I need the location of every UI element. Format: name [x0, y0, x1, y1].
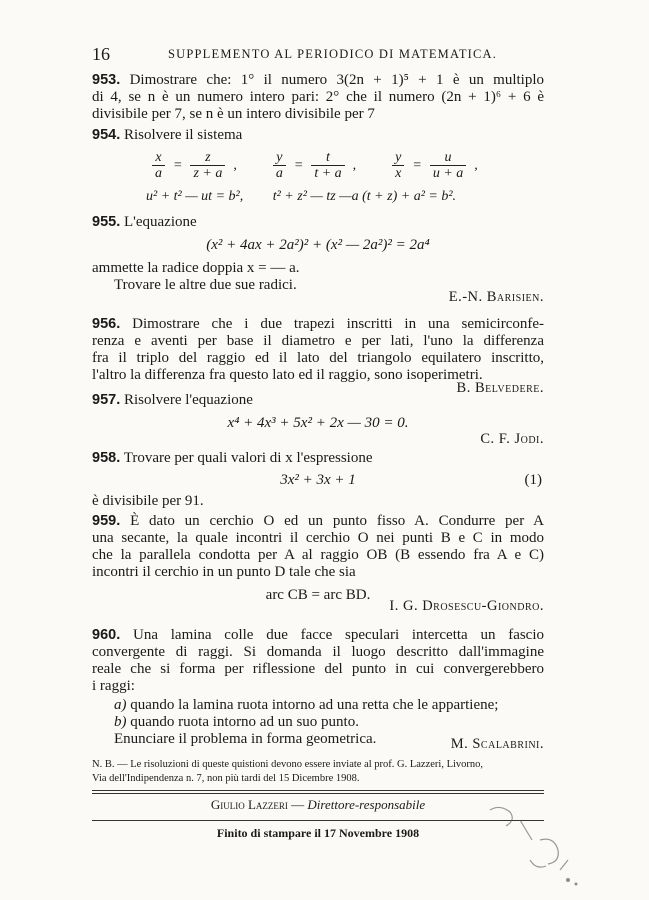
problem-text: reale che si forma per riflessione del punto in cui convergerebbero [92, 661, 544, 677]
problem-number: 953. [92, 72, 121, 88]
problem-text: i raggi: [92, 678, 135, 694]
author: I. G. Drosescu-Giondro. [389, 598, 544, 614]
page-number: 16 [92, 44, 110, 64]
problem-text: che la parallela condotta per A al raggio OB (B essendo fra A e C) [92, 547, 544, 563]
divider [92, 790, 544, 791]
ink-stamp-icon [470, 800, 590, 890]
problem-text: fra il triplo del raggio ed il lato del triangolo equilatero inscritto, [92, 350, 544, 366]
problem-text: l'altro la differenza fra questo lato ed il raggio, sono isoperimetri. [92, 367, 483, 383]
equation: (x² + 4ax + 2a²)² + (x² — 2a²)² = 2a⁴ [206, 237, 430, 253]
page-header [92, 44, 544, 64]
problem-text: Risolvere l'equazione [123, 392, 253, 408]
equation-line: u² + t² — ut = b², t² + z² — tz —a (t + z) + a² = b². [146, 189, 457, 204]
problem-text: Risolvere il sistema [123, 127, 243, 143]
problem-text: una secante, la quale incontri il cerchio O nei punti B e C in modo [92, 530, 544, 546]
author: C. F. Jodi. [480, 431, 544, 447]
editor-name: Giulio Lazzeri [210, 797, 288, 812]
fraction: $\frac{t}{t + a}$ [311, 150, 344, 181]
problem-text: Trovare per quali valori di x l'espressione [123, 450, 373, 466]
problem-text: Trovare le altre due sue radici. [114, 277, 297, 293]
author: B. Belvedere. [456, 380, 544, 396]
problem-960 [92, 627, 544, 748]
list-item: a) quando la lamina ruota intorno ad una retta che le appartiene; [114, 697, 499, 713]
problem-text: divisibile per 7, se n è un intero divisibile per 7 [92, 106, 375, 122]
problem-text: renza e aventi per base il diametro e per lati, l'uno la differenza [92, 333, 544, 349]
author: E.-N. Barisien. [448, 289, 544, 305]
fraction: $\frac{y}{a}$ [273, 150, 286, 181]
equation-number: (1) [524, 472, 542, 488]
problem-text: L'equazione [123, 214, 197, 230]
problem-text: ammette la radice doppia x = — a. [92, 260, 300, 276]
problem-957 [92, 392, 544, 432]
problem-number: 960. [92, 627, 121, 643]
author: M. Scalabrini. [450, 736, 544, 752]
printing-date: Finito di stampare il 17 Novembre 1908 [216, 826, 420, 840]
problem-text: Dimostrare che i due trapezi inscritti in una semicirconfe- [132, 316, 545, 332]
divider [92, 793, 544, 794]
problem-number: 958. [92, 450, 121, 466]
footnote: N. B. — Le risoluzioni di queste quistioni devono essere inviate al prof. G. Lazzeri, Livorno, Via dell'Indipendenza n. 7, non più tardi del 15 Dicembre 1908. [92, 759, 484, 784]
fraction: $\frac{u}{u + a}$ [430, 150, 466, 181]
problem-text: è divisibile per 91. [92, 493, 204, 509]
problem-number: 954. [92, 127, 121, 143]
fraction: $\frac{z}{z + a}$ [190, 150, 225, 181]
problem-number: 957. [92, 392, 121, 408]
problem-text: Una lamina colle due facce speculari intercetta un fascio [133, 627, 545, 643]
problem-number: 955. [92, 214, 121, 230]
problem-text: convergente di raggi. Si domanda il luogo descritto dall'immagine [92, 644, 544, 660]
editor-role: Direttore-responsabile [307, 797, 426, 812]
problem-text: Dimostrare che: 1° il numero 3(2n + 1)⁵ + 1 è un multiplo [129, 72, 545, 88]
problem-955 [92, 214, 544, 294]
problem-953 [92, 72, 544, 123]
problem-number: 959. [92, 513, 121, 529]
equation: arc CB = arc BD. [265, 587, 371, 603]
fraction: $\frac{x}{a}$ [152, 150, 165, 181]
equation: 3x² + 3x + 1 [280, 472, 356, 488]
problem-text: Enunciare il problema in forma geometrica. [114, 731, 377, 747]
problem-text: È dato un cerchio O ed un punto fisso A. Condurre per A [130, 513, 545, 529]
equation: x⁴ + 4x³ + 5x² + 2x — 30 = 0. [227, 415, 409, 431]
problem-959 [92, 513, 544, 604]
fraction: $\frac{y}{x}$ [392, 150, 404, 181]
problem-958 [92, 450, 544, 510]
equation-system: $\frac{x}{a}$ = $\frac{z}{z + a}$ , $\frac{y}{a}$ = $\frac{t}{t + a}$ , $\frac{y}{x}$ = $\frac{u}{u + a}$ , [150, 150, 510, 181]
problem-number: 956. [92, 316, 121, 332]
list-item: b) quando ruota intorno ad un suo punto. [114, 714, 359, 730]
running-title: SUPPLEMENTO AL PERIODICO DI MATEMATICA. [168, 47, 498, 61]
problem-text: incontri il cerchio in un punto D tale che sia [92, 564, 356, 580]
problem-954 [92, 127, 544, 144]
problem-956 [92, 316, 544, 384]
problem-text: di 4, se n è un numero intero pari: 2° che il numero (2n + 1)⁶ + 6 è [92, 89, 544, 105]
imprint-editor: Giulio Lazzeri — Direttore-responsabile [210, 797, 426, 812]
